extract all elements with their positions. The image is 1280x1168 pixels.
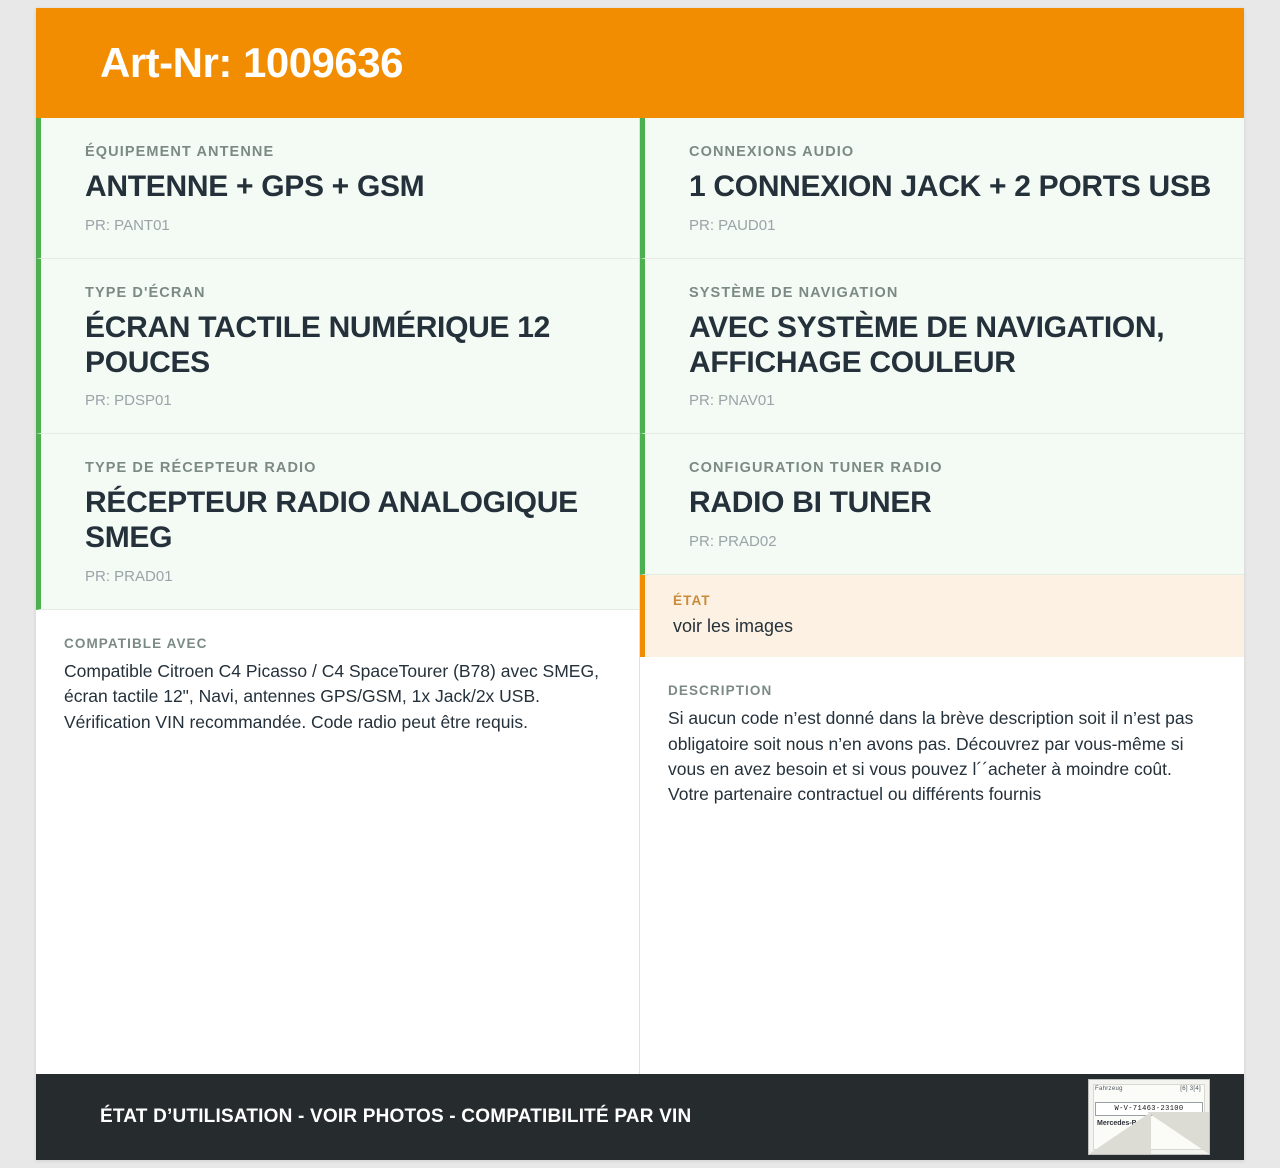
spec-label: SYSTÈME DE NAVIGATION xyxy=(689,284,899,301)
spec-label: ÉQUIPEMENT ANTENNE xyxy=(85,144,275,160)
right-column xyxy=(640,118,1244,1074)
description-label: DESCRIPTION xyxy=(668,683,773,699)
spec-value: 1 CONNEXION JACK + 2 PORTS USB xyxy=(689,170,1211,203)
spec-block xyxy=(36,118,639,259)
spec-label: CONFIGURATION TUNER RADIO xyxy=(689,460,943,477)
compatibility-text: Compatible Citroen C4 Picasso / C4 SpaceTourer (B78) avec SMEG, écran tactile 12", Navi, antennes GPS/GSM, 1x Jack/2x USB. Vérification VIN recommandée. Code radio peut être requis. xyxy=(64,660,599,732)
spec-pr-code: PR: PNAV01 xyxy=(689,392,775,410)
spec-label: TYPE DE RÉCEPTEUR RADIO xyxy=(85,460,317,477)
vin-label-icon xyxy=(1088,1079,1210,1155)
compatibility-block xyxy=(36,610,639,1074)
spec-block xyxy=(640,259,1244,435)
badge-top-right-text: [6] 3[4] xyxy=(1180,1086,1201,1092)
spec-value: ÉCRAN TACTILE NUMÉRIQUE 12 POUCES xyxy=(85,310,551,379)
product-sheet xyxy=(36,8,1244,1160)
badge-top-left-text: Fahrzeug xyxy=(1095,1086,1123,1092)
spec-pr-code: PR: PRAD01 xyxy=(85,567,173,585)
spec-pr-code: PR: PAUD01 xyxy=(689,216,776,234)
spec-value: ANTENNE + GPS + GSM xyxy=(85,170,425,203)
compatibility-label: COMPATIBLE AVEC xyxy=(64,635,208,651)
badge-fold-left xyxy=(1089,1112,1151,1154)
spec-value: AVEC SYSTÈME DE NAVIGATION, AFFICHAGE COULEUR xyxy=(689,310,1165,379)
spec-pr-code: PR: PRAD02 xyxy=(689,533,777,551)
spec-block xyxy=(640,118,1244,259)
badge-fold-right xyxy=(1147,1112,1209,1154)
spec-label: CONNEXIONS AUDIO xyxy=(689,144,855,160)
condition-label: ÉTAT xyxy=(673,593,711,609)
badge-vin-code: W-V-71463-23100 xyxy=(1095,1102,1203,1116)
spec-block xyxy=(36,434,639,610)
spec-pr-code: PR: PDSP01 xyxy=(85,392,172,410)
left-column xyxy=(36,118,640,1074)
page-title: Art-Nr: 1009636 xyxy=(100,39,403,86)
spec-value: RÉCEPTEUR RADIO ANALOGIQUE SMEG xyxy=(85,486,578,555)
description-block xyxy=(640,657,1244,1074)
spec-body xyxy=(36,118,1244,1074)
spec-label: TYPE D'ÉCRAN xyxy=(85,284,206,301)
spec-block xyxy=(640,434,1244,575)
condition-value: voir les images xyxy=(673,616,794,637)
footer-note: ÉTAT D’UTILISATION - VOIR PHOTOS - COMPATIBILITÉ PAR VIN xyxy=(100,1106,692,1127)
condition-block xyxy=(640,575,1244,657)
header-bar xyxy=(36,8,1244,118)
footer-bar xyxy=(36,1074,1244,1160)
spec-value: RADIO BI TUNER xyxy=(689,486,932,520)
spec-block xyxy=(36,259,639,435)
spec-pr-code: PR: PANT01 xyxy=(85,216,170,234)
badge-brand-text: Mercedes-Benz xyxy=(1097,1120,1149,1127)
description-text: Si aucun code n’est donné dans la brève description soit il n’est pas obligatoire soit nous n’en avons pas. Découvrez par vous-même si vous en avez besoin et si vous pouvez l´´acheter à moindre coût. Votre partenaire contractuel ou différents fournis xyxy=(668,708,1194,805)
